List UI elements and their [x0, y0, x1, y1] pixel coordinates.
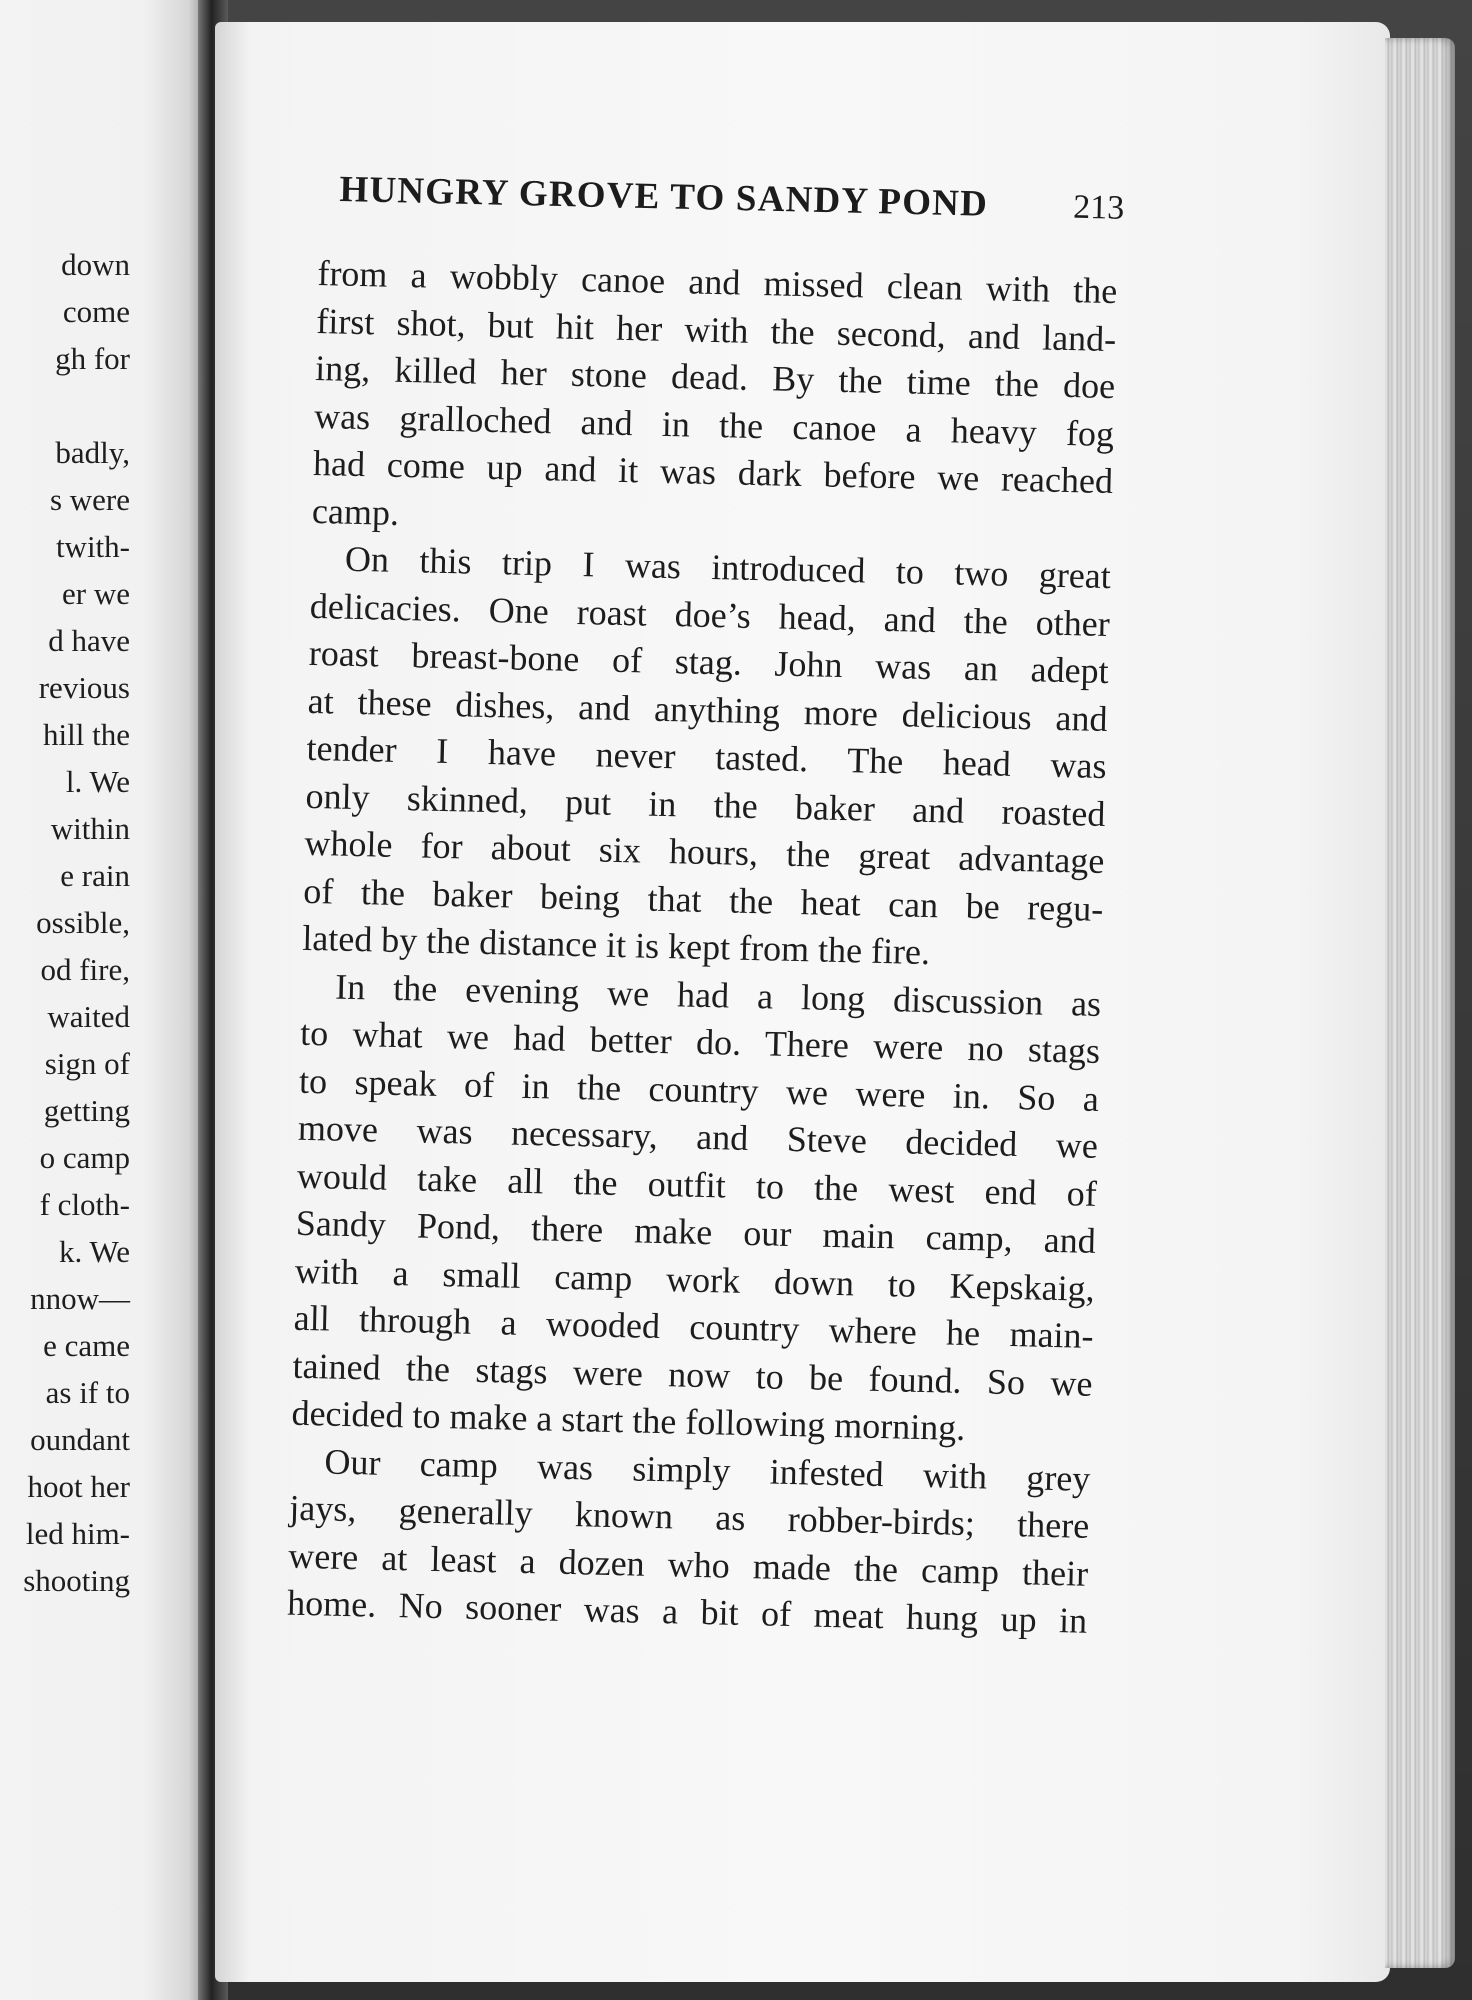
facing-page-line: revious — [38, 670, 130, 705]
text-line: only skinned, put in the baker and roasted — [305, 775, 1106, 834]
text-line: ing, killed her stone dead. By the time the doe — [314, 347, 1116, 407]
facing-page-line — [0, 382, 130, 429]
text-line: Sandy Pond, there make our main camp, and — [295, 1202, 1097, 1261]
page-edges — [1385, 38, 1455, 1968]
facing-page-line: come — [62, 294, 130, 329]
text-line: delicacies. One roast doe’s head, and the other — [309, 585, 1111, 644]
page-number: 213 — [1072, 188, 1125, 227]
facing-page-line: er we — [62, 576, 130, 611]
text-line: move was necessary, and Steve decided we — [297, 1107, 1099, 1166]
facing-page-line: o camp — [39, 1140, 130, 1175]
text-line: of the baker being that the heat can be regu- — [303, 870, 1104, 929]
facing-page-line: gh for — [55, 341, 130, 376]
text-line: would take all the outfit to the west end of — [296, 1155, 1098, 1214]
text-line: from a wobbly canoe and missed clean with the — [317, 252, 1118, 312]
facing-page-left — [0, 0, 205, 2000]
facing-page-line: as if to — [45, 1375, 130, 1410]
text-line: had come up and it was dark before we reached — [312, 442, 1114, 502]
facing-page-line: e came — [43, 1328, 130, 1363]
text-line: was gralloched and in the canoe a heavy fog — [313, 395, 1115, 454]
facing-page-line: down — [61, 247, 130, 282]
facing-page-line: within — [50, 811, 130, 846]
text-line: camp. — [311, 490, 400, 533]
facing-page-line: hill the — [43, 717, 130, 752]
facing-page-line: oundant — [30, 1422, 130, 1457]
text-line: to what we had better do. There were no stags — [299, 1012, 1101, 1071]
facing-page-line: getting — [43, 1093, 130, 1128]
text-line: On this trip I was introduced to two great — [344, 538, 1112, 597]
text-line: In the evening we had a long discussion as — [334, 966, 1102, 1024]
facing-page-line: badly, — [55, 435, 130, 470]
facing-page-line: e rain — [60, 858, 130, 893]
facing-page-line: led him- — [25, 1516, 130, 1551]
text-line: to speak of in the country we were in. So a — [298, 1060, 1100, 1119]
facing-page-line: s were — [49, 482, 130, 517]
text-line: home. No sooner was a bit of meat hung up in — [286, 1582, 1088, 1641]
facing-page-line: k. We — [59, 1234, 130, 1269]
facing-page-line: twith- — [55, 529, 130, 564]
text-line: were at least a dozen who made the camp their — [287, 1535, 1089, 1594]
facing-page-line: ossible, — [36, 905, 130, 940]
facing-page-line: waited — [47, 999, 130, 1034]
facing-page-line: sign of — [44, 1046, 130, 1081]
facing-page-text — [0, 241, 130, 1604]
facing-page-line: od fire, — [40, 952, 130, 987]
text-line: at these dishes, and anything more delicious and — [307, 680, 1109, 739]
facing-page-line: hoot her — [27, 1469, 130, 1504]
text-line: tained the stags were now to be found. So we — [292, 1345, 1093, 1404]
text-line: all through a wooded country where he main- — [293, 1297, 1095, 1356]
text-line: lated by the distance it is kept from the fire. — [301, 917, 931, 973]
text-line: jays, generally known as robber-birds; there — [289, 1487, 1090, 1546]
facing-page-line: shooting — [23, 1563, 130, 1598]
facing-page-line: l. We — [65, 764, 130, 799]
text-line: decided to make a start the following morning. — [291, 1392, 966, 1448]
facing-page-line: d have — [48, 623, 130, 658]
text-line: tender I have never tasted. The head was — [306, 727, 1107, 787]
text-line: with a small camp work down to Kepskaig, — [294, 1250, 1096, 1309]
text-line: roast breast-bone of stag. John was an adept — [308, 632, 1110, 692]
facing-page-line: nnow— — [30, 1281, 130, 1316]
facing-page-line: f cloth- — [39, 1187, 130, 1222]
page-body-text — [287, 250, 1118, 1645]
text-line: Our camp was simply infested with grey — [324, 1440, 1091, 1499]
text-line: first shot, but hit her with the second, and land- — [315, 300, 1117, 359]
text-line: whole for about six hours, the great advantage — [304, 822, 1105, 881]
running-head: HUNGRY GROVE TO SANDY POND — [339, 168, 989, 225]
